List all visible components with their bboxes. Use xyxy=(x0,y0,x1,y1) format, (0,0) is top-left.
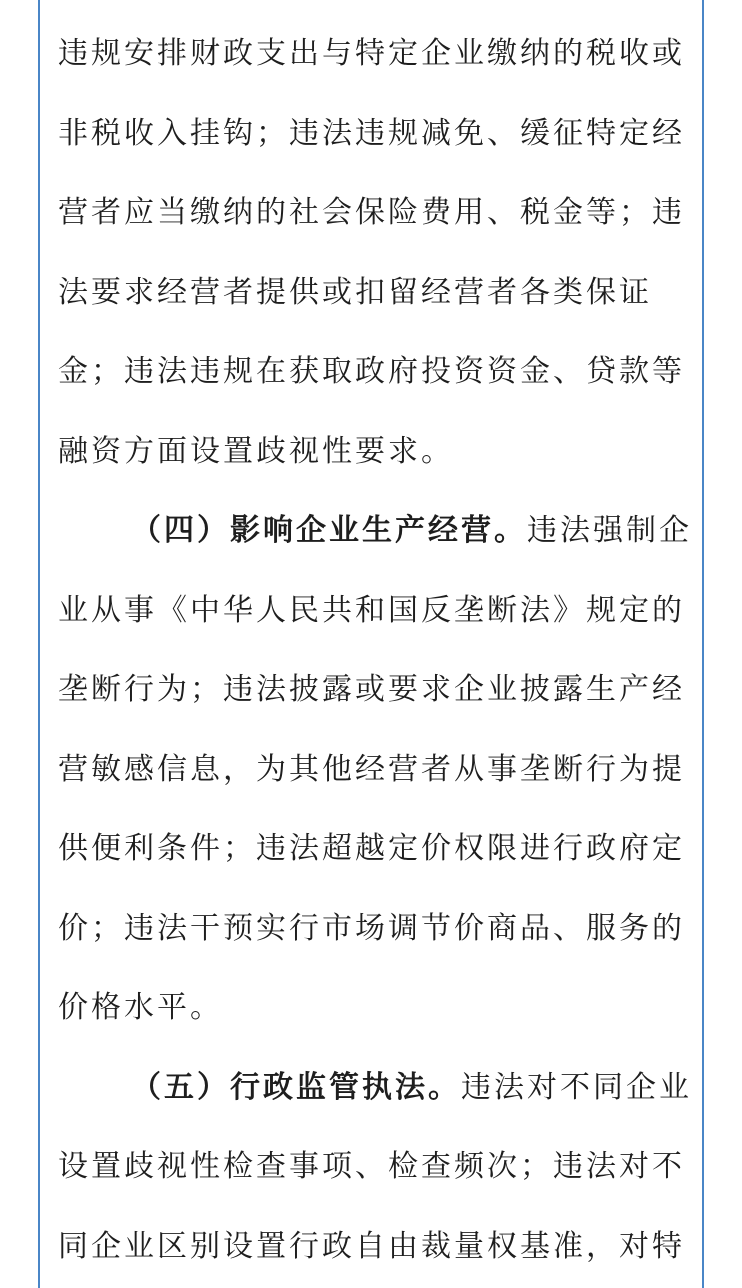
text-line: 业从事《中华人民共和国反垄断法》规定的 xyxy=(58,592,685,628)
text-line: 同企业区别设置行政自由裁量权基准，对特 xyxy=(58,1228,685,1264)
article-body xyxy=(58,14,692,1286)
text-line: 金；违法违规在获取政府投资资金、贷款等 xyxy=(58,354,685,389)
section-4-first-line xyxy=(58,491,692,571)
section-5-heading: （五）行政监管执法。 xyxy=(131,1069,461,1105)
text-line: 营敏感信息，为其他经营者从事垄断行为提 xyxy=(58,751,685,787)
text-line: 非税收入挂钩；违法违规减免、缓征特定经 xyxy=(58,115,685,151)
text-line: 融资方面设置歧视性要求。 xyxy=(58,433,454,469)
text-line: 价；违法干预实行市场调节价商品、服务的 xyxy=(58,910,685,946)
text-line: 设置歧视性检查事项、检查频次；违法对不 xyxy=(58,1149,685,1184)
text-line: 垄断行为；违法披露或要求企业披露生产经 xyxy=(58,672,685,707)
text-line: 法要求经营者提供或扣留经营者各类保证 xyxy=(58,274,652,310)
text-line: 价格水平。 xyxy=(58,990,223,1025)
text-line: 营者应当缴纳的社会保险费用、税金等；违 xyxy=(58,195,685,230)
section-5-first-line xyxy=(58,1048,692,1128)
text-line: 违规安排财政支出与特定企业缴纳的税收或 xyxy=(58,36,685,71)
section-4-heading: （四）影响企业生产经营。 xyxy=(131,513,527,548)
section-5-text: 违法对不同企业 xyxy=(461,1069,692,1105)
section-4-text: 违法强制企 xyxy=(527,513,692,548)
text-line: 供便利条件；违法超越定价权限进行政府定 xyxy=(58,831,685,866)
